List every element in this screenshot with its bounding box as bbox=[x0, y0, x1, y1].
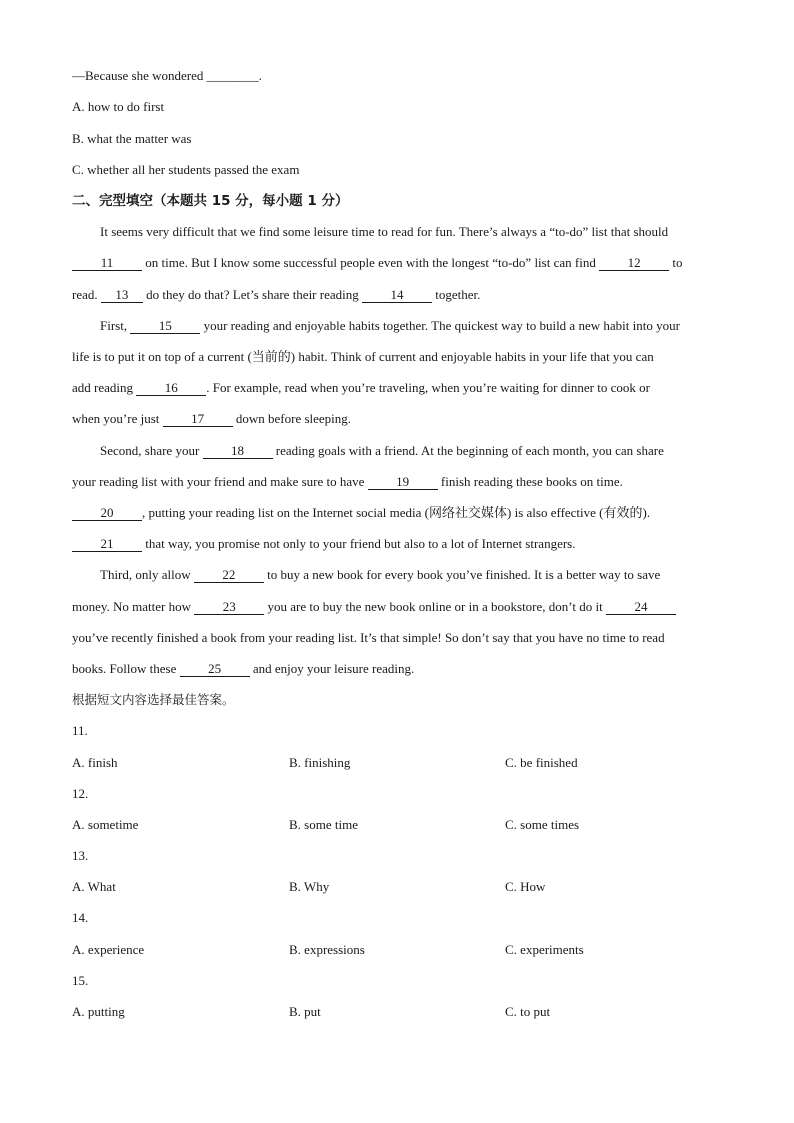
option-a: A. putting bbox=[72, 1004, 125, 1019]
passage-line bbox=[72, 536, 575, 552]
option-b: B. expressions bbox=[289, 942, 365, 957]
option-c: C. be finished bbox=[505, 755, 578, 770]
passage-text: your reading and enjoyable habits together. The quickest way to build a new habit into your bbox=[200, 318, 680, 333]
option-b: B. some time bbox=[289, 817, 358, 832]
passage-text: together. bbox=[432, 287, 481, 302]
passage-line bbox=[72, 318, 680, 334]
passage-line bbox=[72, 474, 623, 490]
option-c: C. some times bbox=[505, 817, 580, 832]
passage-text: read. bbox=[72, 287, 101, 302]
blank-20: 20 bbox=[72, 506, 142, 521]
passage-text: Third, only allow bbox=[100, 567, 194, 582]
passage-text: you are to buy the new book online or in a bookstore, don’t do it bbox=[264, 599, 606, 614]
passage-line bbox=[72, 661, 414, 677]
passage-text: Second, share your bbox=[100, 443, 203, 458]
option-a: A. how to do first bbox=[72, 99, 165, 114]
blank-18: 18 bbox=[203, 444, 273, 459]
passage-text: do they do that? Let’s share their reading bbox=[142, 287, 362, 302]
passage-text: First, bbox=[100, 318, 131, 333]
option-c: C. whether all her students passed the exam bbox=[72, 162, 300, 177]
passage-text: money. No matter how bbox=[72, 599, 195, 614]
option-a: A. experience bbox=[72, 942, 145, 957]
blank-14: 14 bbox=[362, 288, 432, 303]
option-a: A. What bbox=[72, 879, 116, 894]
blank-21: 21 bbox=[72, 537, 142, 552]
option-b: B. what the matter was bbox=[72, 131, 192, 146]
passage-text: on time. But I know some successful people even with the longest “to-do” list can find bbox=[142, 255, 600, 270]
passage-text: books. Follow these bbox=[72, 661, 180, 676]
blank-22: 22 bbox=[194, 568, 264, 583]
passage-text: . For example, read when you’re traveling, when you’re waiting for dinner to cook or bbox=[206, 380, 650, 395]
passage-line bbox=[72, 287, 480, 303]
blank-16: 16 bbox=[136, 381, 206, 396]
option-a: A. finish bbox=[72, 755, 118, 770]
option-c: C. to put bbox=[505, 1004, 551, 1019]
passage-line bbox=[72, 443, 664, 459]
passage-line bbox=[72, 380, 650, 396]
passage-text: add reading bbox=[72, 380, 137, 395]
passage-text: to bbox=[669, 255, 683, 270]
passage-line bbox=[72, 411, 351, 427]
passage-text: , putting your reading list on the Internet social media (网络社交媒体) is also effective (有效的). bbox=[142, 505, 651, 520]
blank-23: 23 bbox=[194, 600, 264, 615]
instruction: 根据短文内容选择最佳答案。 bbox=[72, 692, 235, 707]
blank-25: 25 bbox=[180, 662, 250, 677]
option-c: C. How bbox=[505, 879, 546, 894]
question-number: 14. bbox=[72, 910, 89, 925]
passage-text: that way, you promise not only to your friend but also to a lot of Internet strangers. bbox=[142, 536, 576, 551]
question-number: 11. bbox=[72, 723, 88, 738]
question-number: 15. bbox=[72, 973, 89, 988]
passage-text: life is to put it on top of a current (当前的) habit. Think of current and enjoyable habits in your life that you can bbox=[72, 349, 654, 364]
passage-text: reading goals with a friend. At the beginning of each month, you can share bbox=[272, 443, 664, 458]
question-stem: —Because she wondered ________. bbox=[72, 68, 262, 83]
passage-line bbox=[72, 567, 660, 583]
passage-line bbox=[72, 224, 668, 240]
question-number: 12. bbox=[72, 786, 89, 801]
option-b: B. finishing bbox=[289, 755, 351, 770]
passage-text: to buy a new book for every book you’ve finished. It is a better way to save bbox=[263, 567, 661, 582]
option-c: C. experiments bbox=[505, 942, 584, 957]
passage-text: down before sleeping. bbox=[232, 411, 352, 426]
passage-text: and enjoy your leisure reading. bbox=[249, 661, 415, 676]
blank-17: 17 bbox=[163, 412, 233, 427]
blank-11: 11 bbox=[72, 256, 142, 271]
blank-19: 19 bbox=[368, 475, 438, 490]
passage-text: when you’re just bbox=[72, 411, 163, 426]
passage-text: you’ve recently finished a book from your reading list. It’s that simple! So don’t say that you have no time to read bbox=[72, 630, 665, 645]
passage-line bbox=[72, 630, 665, 646]
blank-15: 15 bbox=[130, 319, 200, 334]
passage-text: your reading list with your friend and make sure to have bbox=[72, 474, 368, 489]
blank-24: 24 bbox=[606, 600, 676, 615]
passage-line bbox=[72, 505, 650, 521]
passage-line bbox=[72, 255, 682, 271]
passage-line bbox=[72, 599, 676, 615]
option-b: B. Why bbox=[289, 879, 330, 894]
option-a: A. sometime bbox=[72, 817, 139, 832]
passage-line bbox=[72, 349, 654, 365]
section-heading: 二、完型填空（本题共 15 分，每小题 1 分） bbox=[72, 193, 349, 209]
blank-13: 13 bbox=[101, 288, 143, 303]
passage-text: finish reading these books on time. bbox=[437, 474, 623, 489]
blank-12: 12 bbox=[599, 256, 669, 271]
question-number: 13. bbox=[72, 848, 89, 863]
passage-text: It seems very difficult that we find some leisure time to read for fun. There’s always a “to-do” list that should bbox=[100, 224, 669, 239]
option-b: B. put bbox=[289, 1004, 321, 1019]
